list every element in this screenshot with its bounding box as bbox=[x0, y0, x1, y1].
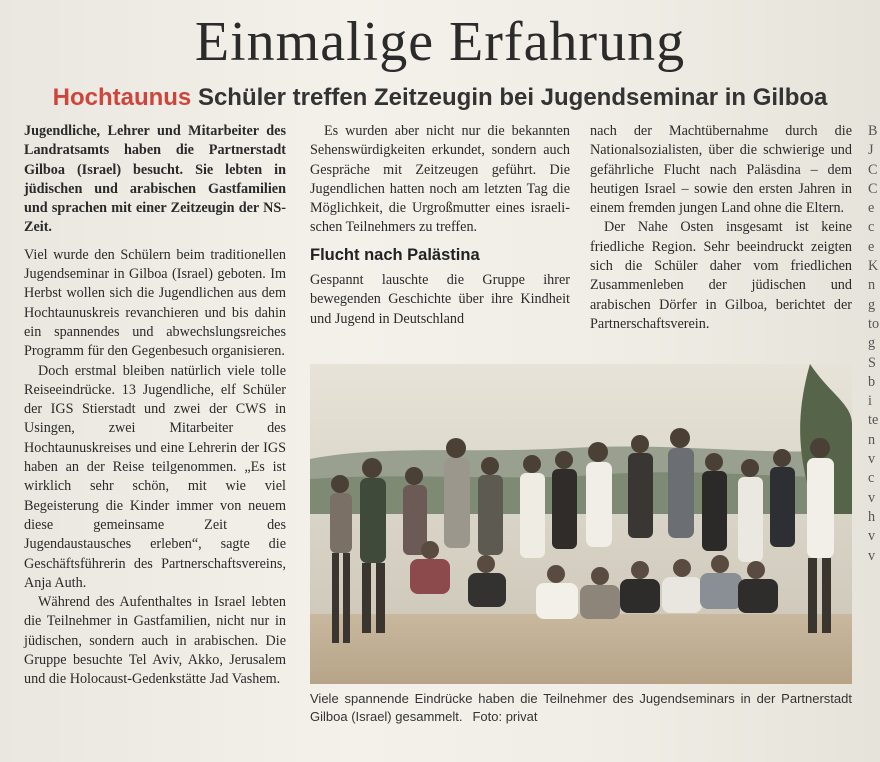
group-photo bbox=[310, 364, 852, 684]
column-3 bbox=[590, 122, 852, 334]
headline: Einmalige Erfahrung bbox=[194, 11, 686, 73]
photo-credit: Foto: privat bbox=[472, 709, 538, 724]
group-photo-illustration bbox=[310, 364, 852, 684]
column-1 bbox=[24, 122, 286, 690]
paragraph: Doch erstmal bleiben natürlich viele tolle Reiseeindrücke. 13 Jugendliche, elf Schüler der IGS Stierstadt und zwei der CWS in Usingen, zwei Mitarbeiter des Hochtaunuskreises und eine Lehrerin der IGS haben an der Reise teilgenommen. „Es ist wirklich sehr schön, mit wie viel Begeisterung die Kinder immer von neuem diese gemeinsame Zeit des Jugendaustausches erleben“, sagte die Geschäftsführerin des Partnerschaftsvereins, Anja Auth. bbox=[24, 362, 286, 591]
paragraph: Gespannt lauschte die Gruppe ihrer bewegenden Geschichte über ihre Kindheit und Jugend in Deutschland bbox=[310, 272, 570, 327]
region-label: Hochtaunus bbox=[52, 84, 192, 111]
subheadline-text: Schüler treffen Zeitzeugin bei Jugendseminar in Gilboa bbox=[197, 84, 828, 111]
lead-paragraph: Jugendliche, Lehrer und Mitarbeiter des Landratsamts haben die Partnerstadt Gilboa (Israel) besucht. Sie lebten in jüdischen und arabischen Gastfamilien und sprachen mit einer Zeitzeugin der NS-Zeit. bbox=[24, 123, 286, 236]
caption-text: Viele spannende Eindrücke haben die Teilnehmer des Jugendseminars in der Partnerstadt Gilboa (Israel) gesammelt. bbox=[310, 691, 852, 724]
subheadline bbox=[0, 84, 880, 112]
paragraph: Während des Aufenthaltes in Israel lebten die Teilnehmer in Gastfamilien, nicht nur in jüdischen, sondern auch in arabischen. Die Gruppe besuchte Tel Aviv, Akko, Jerusalem und die Holocaust-Gedenkstätte Jad Vashem. bbox=[24, 594, 286, 688]
paragraph: Der Nahe Osten insgesamt ist keine friedliche Region. Sehr beeindruckt zeigten sich die Schüler daher vom friedlichen Zusammenleben der jüdischen und arabischen Dörfer in Gilboa, berichtet der Partnerschaftsverein. bbox=[590, 219, 852, 332]
column-2 bbox=[310, 122, 570, 329]
column-4-fragment: B J C C e c e K n g to g S b i te n v c v h v v bbox=[868, 123, 880, 564]
section-heading: Flucht nach Palästina bbox=[310, 245, 480, 264]
paragraph: Viel wurde den Schülern beim traditionellen Jugendseminar in Gilboa (Israel) geboten. Im Herbst wollen sich die Jugendlichen aus dem Hochtaunuskreis revanchieren und bis dahin ein spannendes und abwechslungsreiches Programm für den Gegenbesuch organisieren. bbox=[24, 246, 286, 360]
paragraph: Es wurden aber nicht nur die bekannten Sehenswürdigkeiten erkundet, sondern auch Gespräche mit Zeitzeugen geführt. Die Jugendlichen hatten noch am letzten Tag die Möglichkeit, die Urgroßmutter eines israelischen Teilnehmers zu treffen. bbox=[310, 123, 570, 236]
paragraph: nach der Machtübernahme durch die Nationalsozialisten, über die schwierige und gefährliche Flucht nach Paläsdina – dem heutigen Israel – sowie den ersten Jahren in einem fremden jungen Land ohne die Eltern. bbox=[590, 123, 852, 217]
photo-caption bbox=[310, 690, 852, 726]
